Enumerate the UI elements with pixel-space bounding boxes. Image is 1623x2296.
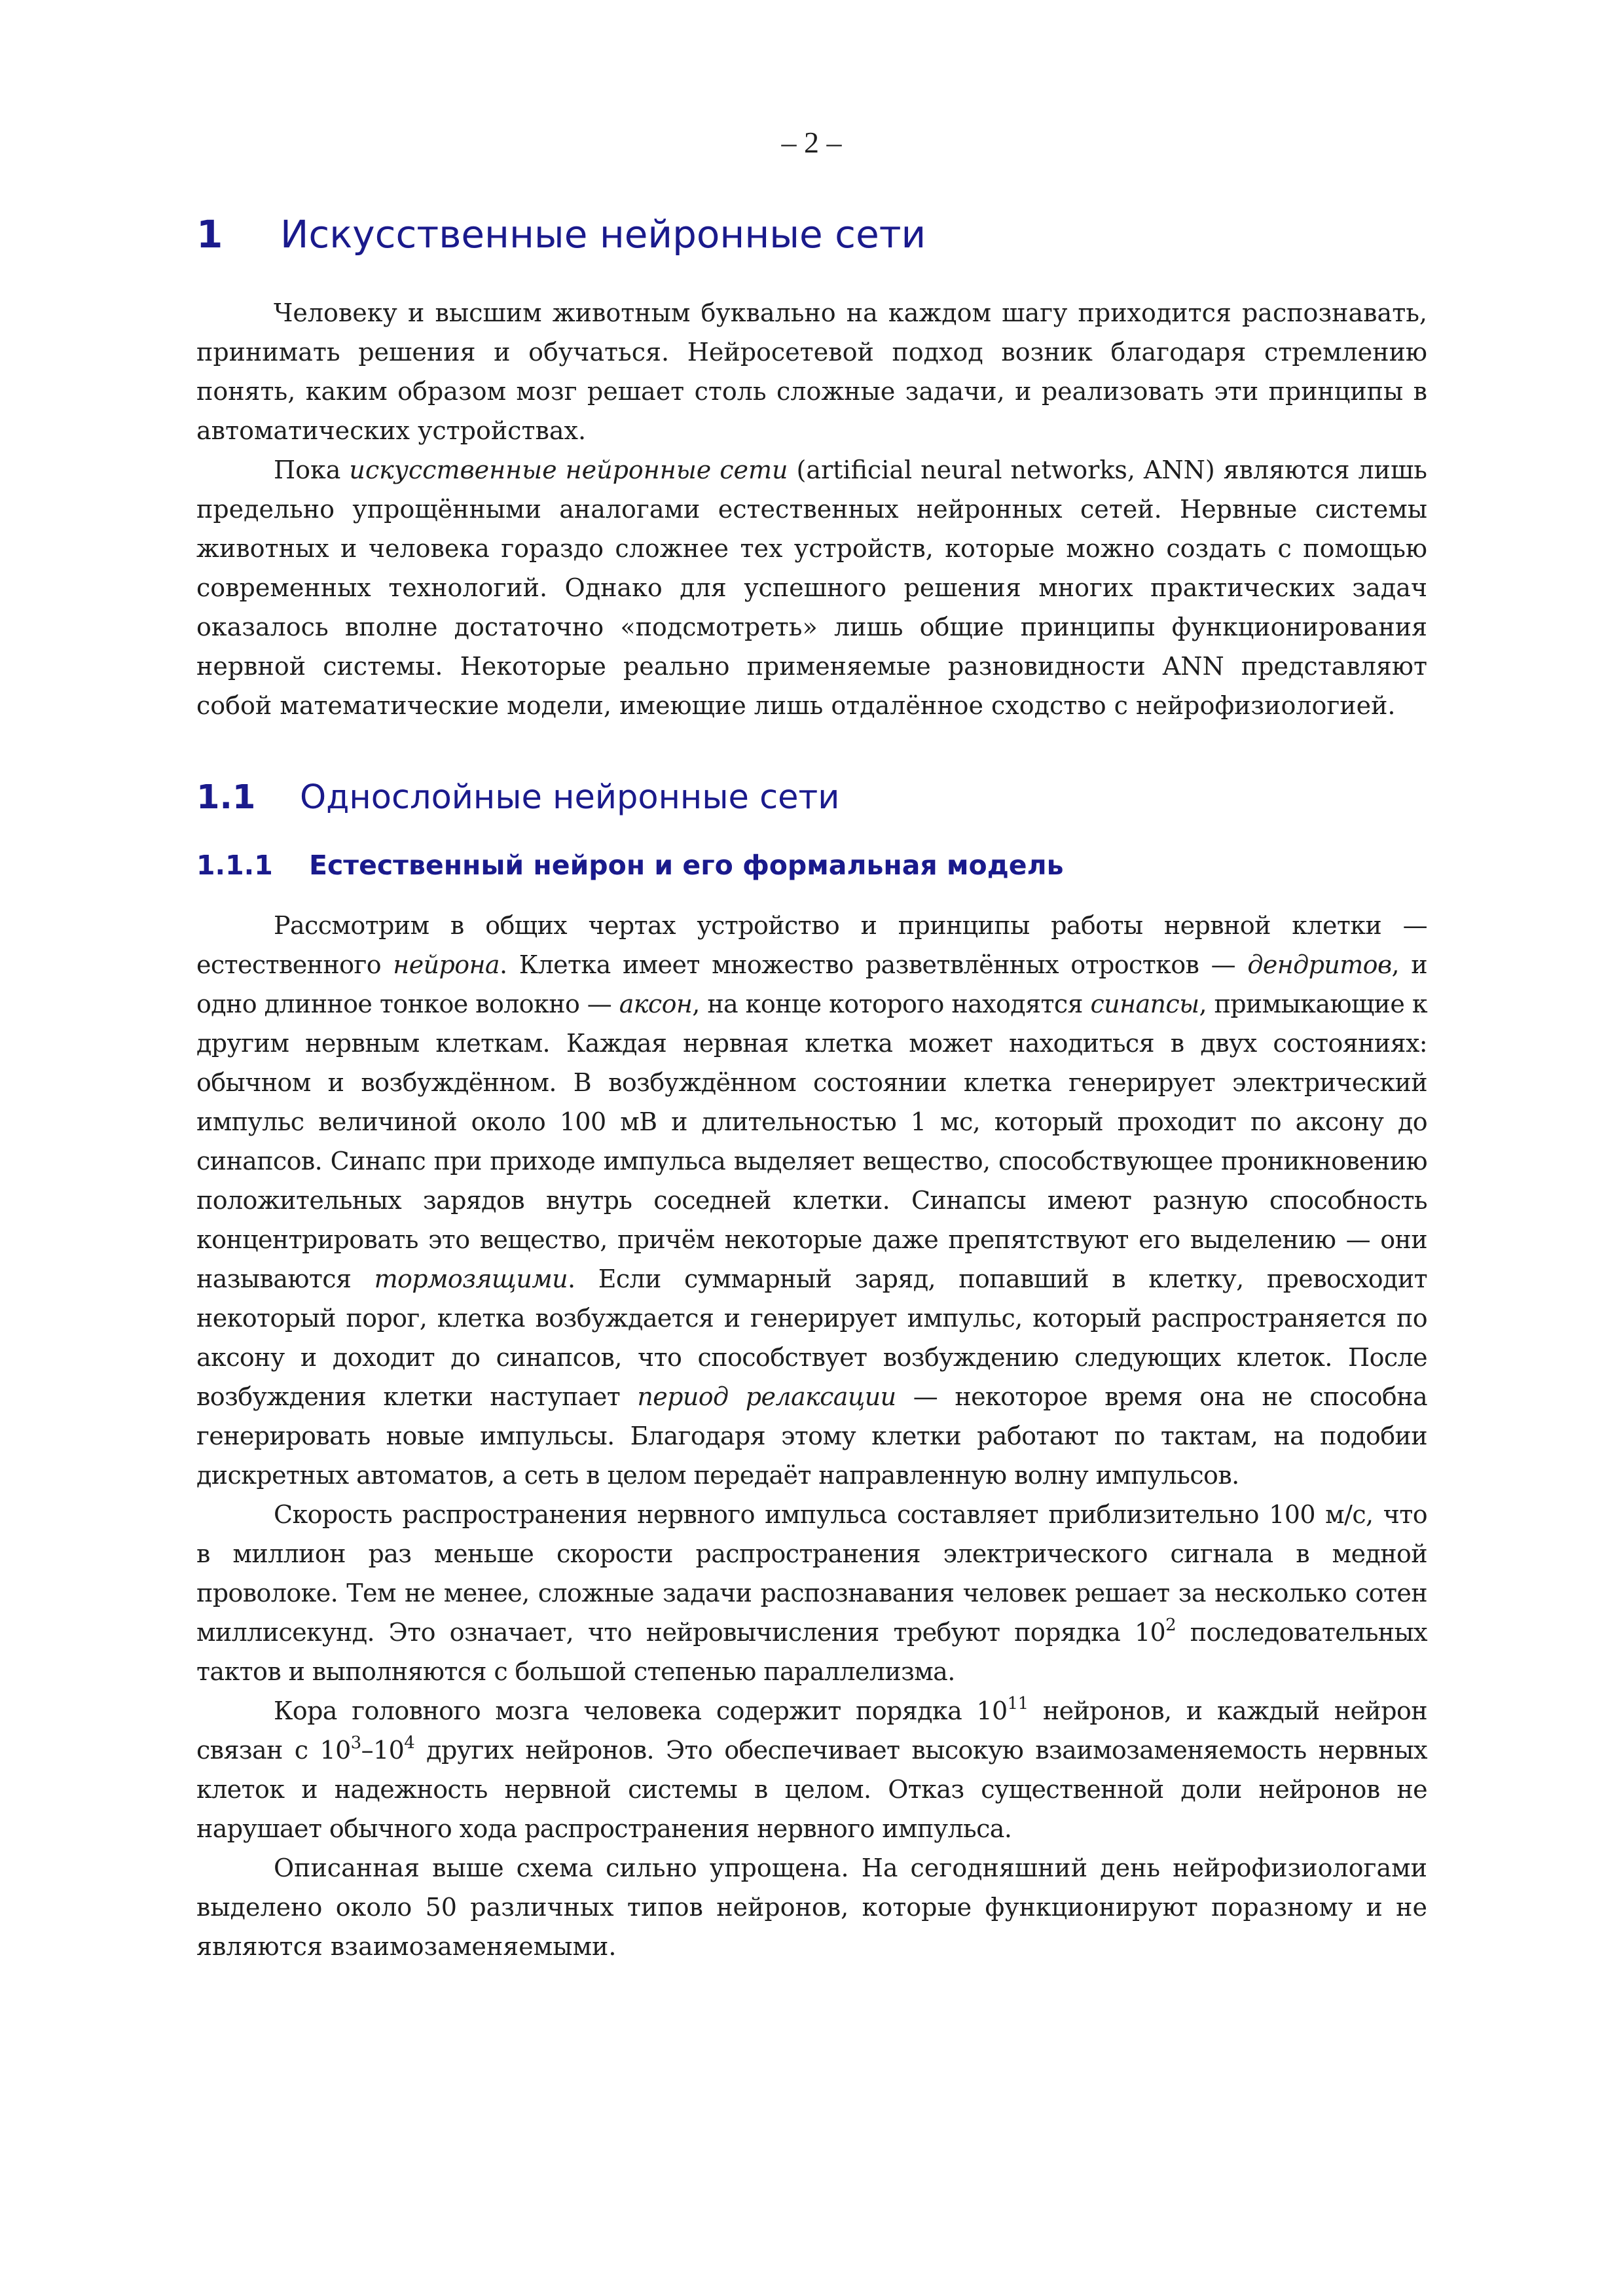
intro-paragraph-1: Человеку и высшим животным буквально на каждом шагу приходится распознавать, принимать решения и обучаться. Нейросетевой подход возник благодаря стремлению понять, каким образом мозг решает столь сложные задачи, и реализовать эти принципы в автоматических устройствах. bbox=[196, 298, 1427, 445]
term-axon: аксон bbox=[619, 990, 693, 1018]
subsubsection-heading bbox=[196, 847, 1427, 884]
subsection-number: 1.1 bbox=[196, 778, 256, 817]
subsection-heading bbox=[196, 775, 1427, 821]
subsubsection-title: Естественный нейрон и его формальная модель bbox=[309, 850, 1064, 881]
term-ann: искусственные нейронные сети bbox=[349, 456, 788, 484]
term-synapses: синапсы bbox=[1090, 990, 1199, 1018]
term-neuron: нейрона bbox=[393, 950, 500, 979]
page-number: – 2 – bbox=[781, 126, 842, 159]
simplification-paragraph: Описанная выше схема сильно упрощена. На сегодняшний день нейрофизиологами выделено около 50 различных типов нейронов, которые функционируют поразному и не являются взаимозаменяемыми. bbox=[196, 1854, 1427, 1961]
section-title: Искусственные нейронные сети bbox=[280, 212, 926, 257]
cortex-paragraph: Кора головного мозга человека содержит порядка $10^{11}$ нейронов, и каждый нейрон связан с $10^3-10^4$ других нейронов. Это обеспечивает высокую взаимозаменяемость нервных клеток и надежность нервной системы в целом. Отказ существенной доли нейронов не нарушает обычного хода распространения нервного импульса. bbox=[196, 1694, 1427, 1843]
section-heading bbox=[196, 208, 1427, 260]
page-content bbox=[196, 208, 1427, 1966]
neuron-paragraph: Рассмотрим в общих чертах устройство и принципы работы нервной клетки — естественного нейрона. Клетка имеет множество разветвлённых отростков — дендритов, и одно длинное тонкое волокно — аксон, на конце которого находятся синапсы, примыкающие к другим нервным клеткам. Каждая нервная клетка может находиться в двух состояниях: обычном и возбуждённом. В возбуждённом состоянии клетка генерирует электрический импульс величиной около 100 мВ и длительностью 1 мс, который проходит по аксону до синапсов. Синапс при приходе импульса выделяет вещество, способствующее проникновению положительных зарядов внутрь соседней клетки. Синапсы имеют разную способность концентрировать это вещество, причём некоторые даже препятствуют его выделению — они называются тормозящими. Если суммарный заряд, попавший в клетку, превосходит некоторый порог, клетка возбуждается и генерирует импульс, который распространяется по аксону и доходит до синапсов, что способствует возбуждению следующих клеток. После возбуждения клетки наступает период релаксации — некоторое время она не способна генерировать новые импульсы. Благодаря этому клетки работают по тактам, на подобии дискретных автоматов, а сеть в целом передаёт направленную волну импульсов. bbox=[196, 911, 1428, 1490]
subsubsection-number: 1.1.1 bbox=[196, 850, 273, 881]
term-inhibitory: тормозящими bbox=[374, 1265, 568, 1293]
term-dendrites: дендритов bbox=[1247, 950, 1392, 979]
intro-paragraph-2: Пока искусственные нейронные сети (artificial neural networks, ANN) являются лишь предельно упрощёнными аналогами естественных нейронных сетей. Нервные системы животных и человека гораздо сложнее тех устройств, которые можно создать с помощью современных технологий. Однако для успешного решения многих практических задач оказалось вполне достаточно «подсмотреть» лишь общие принципы функционирования нервной системы. Некоторые реально применяемые разновидности ANN представляют собой математические модели, имеющие лишь отдалённое сходство с нейрофизиологией. bbox=[196, 456, 1427, 720]
term-relaxation: период релаксации bbox=[637, 1382, 896, 1411]
subsection-title: Однослойные нейронные сети bbox=[300, 778, 840, 817]
speed-paragraph: Скорость распространения нервного импульса составляет приблизительно 100 м/с, что в миллион раз меньше скорости распространения электрического сигнала в медной проволоке. Тем не менее, сложные задачи распознавания человек решает за несколько сотен миллисекунд. Это означает, что нейровычисления требуют порядка $10^2$ последовательных тактов и выполняются с большой степенью параллелизма. bbox=[196, 1500, 1427, 1686]
section-number: 1 bbox=[196, 212, 223, 257]
